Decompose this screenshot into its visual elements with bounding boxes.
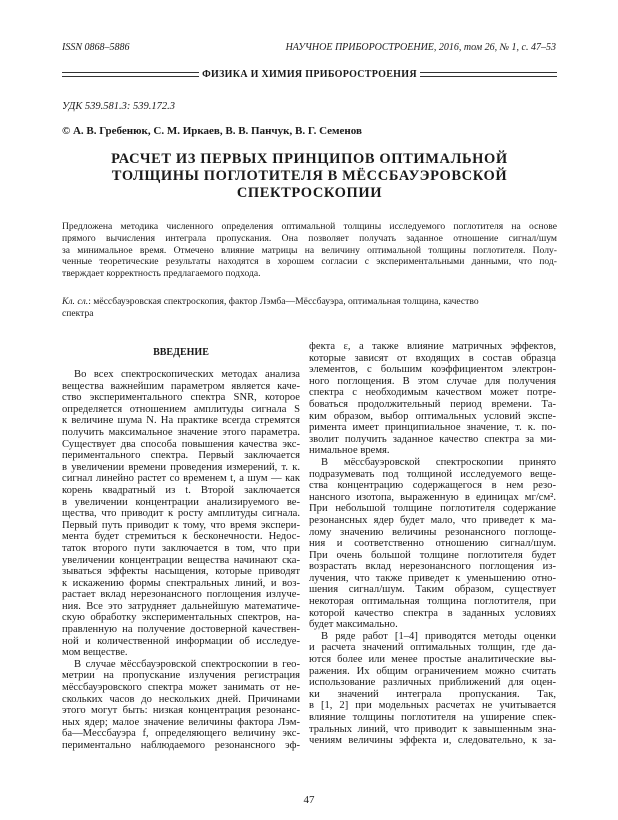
text-line: вещества важнейшим параметром является каче- xyxy=(62,380,300,392)
text-line: некоторая оптимальная толщина поглотителя, при xyxy=(309,596,556,608)
text-line: фекта ε, а также влияние матричных эффектов, xyxy=(309,341,556,352)
abstract xyxy=(62,221,557,280)
banner-rule-left xyxy=(62,72,199,77)
text-line: мента будет стремиться к бесконечности. Недос- xyxy=(62,531,300,543)
journal-reference: НАУЧНОЕ ПРИБОРОСТРОЕНИЕ, 2016, том 26, № 1, с. 47–53 xyxy=(285,42,556,53)
text-line: периментально наблюдаемого резонансного эф- xyxy=(62,740,300,751)
section-heading-intro: ВВЕДЕНИЕ xyxy=(153,347,209,358)
left-column xyxy=(62,369,300,752)
text-line: При очень большой толщине поглотителя будет xyxy=(309,549,556,561)
authors: © А. В. Гребенюк, С. М. Иркаев, В. В. Панчук, В. Г. Семенов xyxy=(62,125,362,137)
text-line: ния и соответственно отношению сигнал/шум. xyxy=(309,538,556,550)
page-number: 47 xyxy=(303,794,315,806)
text-line: В мёссбауэровской спектроскопии принято xyxy=(321,456,556,468)
text-line: ных ядер; малое значение величины фактора Лэм- xyxy=(62,716,300,728)
text-line: щества, что приводит к росту амплитуды сигнала. xyxy=(62,508,300,520)
text-line: ство экспериментального спектра SNR, которое xyxy=(62,392,300,404)
text-line: нансного изотопа, выраженную в единицах мг/см². xyxy=(309,491,556,503)
paragraph xyxy=(309,631,556,747)
keywords-label: Кл. сл. xyxy=(62,296,89,307)
abstract-line: прямого вычисления интеграла пропускания. Она позволяет получать заданное отношение сигнал/шум xyxy=(62,232,557,244)
text-line: увеличении концентрации вещества начинают ска- xyxy=(62,554,300,566)
text-line: этого могут быть: низкая концентрация резонанс- xyxy=(62,705,300,717)
text-line: Во всех спектроскопических методах анализа xyxy=(74,369,300,380)
udk-code: УДК 539.581.3: 539.172.3 xyxy=(62,101,176,112)
abstract-line: ченные теоретические результаты находятся в хорошем согласии с экспериментальными данными, что под- xyxy=(62,256,557,268)
article-title xyxy=(62,151,557,202)
paragraph xyxy=(309,457,556,631)
text-line: резонансных ядер будет мало, что приведет к ма- xyxy=(309,514,556,526)
text-line: ства концентрацию содержащегося в нем резо- xyxy=(309,480,556,492)
text-line: ния. Все это затрудняет дальнейшую математиче- xyxy=(62,600,300,612)
text-line: метрии на пропускание излучения регистрация xyxy=(62,670,300,682)
text-line: в увеличении времени проведения измерений, т. к. xyxy=(62,461,300,473)
title-line: РАСЧЕТ ИЗ ПЕРВЫХ ПРИНЦИПОВ ОПТИМАЛЬНОЙ xyxy=(111,151,508,167)
paragraph xyxy=(309,341,556,457)
text-line: спектра с необходимым качеством может потре- xyxy=(309,387,556,399)
text-line: зволит получить заданное качество спектра за ми- xyxy=(309,433,556,445)
text-line: которые зависят от входящих в состав образца xyxy=(309,352,556,364)
text-line: определяется отношением амплитуды сигнала S xyxy=(62,403,300,415)
abstract-line: Предложена методика численного определения оптимальной толщины исследуемого поглотителя на основе xyxy=(62,221,557,232)
text-line: мом веществе. xyxy=(62,647,128,659)
text-line: ким образом, выбор оптимальных условий экспе- xyxy=(309,410,556,422)
keywords xyxy=(62,296,557,320)
text-line: влияние толщины поглотителя на уширение спек- xyxy=(309,712,556,723)
text-line: к искажению формы спектральных линий, и воз- xyxy=(62,577,300,589)
text-line: чениям величины эффекта и, следовательно, к за- xyxy=(309,735,556,747)
keywords-text: спектра xyxy=(62,308,94,319)
text-line: которой качество спектра в заданных условиях xyxy=(309,607,556,619)
text-line: ба—Мессбауэра f, определяющего величину экс- xyxy=(62,728,300,740)
text-line: в увеличении концентрации анализируемого ве- xyxy=(62,496,300,508)
text-line: боваться продолжительный период времени. Та- xyxy=(309,398,556,410)
text-line: скольких часов до нескольких дней. Причинами xyxy=(62,693,300,705)
text-line: будет максимально. xyxy=(309,619,398,631)
text-line: римента имеет принципиальное значение, т. к. по- xyxy=(309,422,556,434)
text-line: правленную на получение достоверной качествен- xyxy=(62,624,300,636)
text-line: к величине шума N. На практике всегда стремятся xyxy=(62,415,300,427)
text-line: При небольшой толщине поглотителя содержание xyxy=(309,503,556,515)
text-line: получить максимальное значение этого параметра. xyxy=(62,426,300,438)
section-title: ФИЗИКА И ХИМИЯ ПРИБОРОСТРОЕНИЯ xyxy=(202,68,417,80)
text-line: скую обработку экспериментальных спектров, на- xyxy=(62,612,300,624)
section-banner xyxy=(62,67,557,81)
text-line: зываться эффекты насыщения, которые приводят xyxy=(62,566,300,578)
text-line: шения сигнал/шум. Таким образом, существует xyxy=(309,584,556,596)
text-line: корень квадратный из t. Второй заключается xyxy=(62,484,300,496)
text-line: в [1, 2] при модельных расчетах не учитывается xyxy=(309,700,556,712)
paragraph xyxy=(62,659,300,752)
banner-rule-right xyxy=(420,72,557,77)
text-line: возрастать вклад нерезонансного поглощения из- xyxy=(309,561,556,573)
text-line: тральных линий, что приводит к завышенным зна- xyxy=(309,723,556,735)
text-line: лучения, что также приведет к уменьшению отно- xyxy=(309,572,556,584)
text-line: ной и количественной информации об исследуе- xyxy=(62,635,300,647)
title-line: ТОЛЩИНЫ ПОГЛОТИТЕЛЯ В МЁССБАУЭРОВСКОЙ xyxy=(111,168,508,184)
text-line: ются более или менее простые аналитические вы- xyxy=(309,654,556,666)
text-line: таток второго пути заключается в том, что при xyxy=(62,542,300,554)
keywords-text: : мёссбауэровская спектроскопия, фактор Лэмба—Мёссбауэра, оптимальная толщина, качество xyxy=(88,296,479,307)
text-line: и расчета значений оптимальных толщин, где да- xyxy=(309,642,556,654)
issn: ISSN 0868–5886 xyxy=(62,42,130,53)
text-line: лому значению величины резонансного поглоще- xyxy=(309,526,556,538)
text-line: растает вклад нерезонансного поглощения излуче- xyxy=(62,589,300,601)
abstract-line: за минимальное время. Отмечено влияние матрицы на величину оптимальной толщины поглотителя. Полу- xyxy=(62,244,557,256)
text-line: периментального спектра. Первый заключается xyxy=(62,450,300,462)
text-line: Первый путь приводит к тому, что время экспери- xyxy=(62,519,300,531)
text-line: Существует два способа повышения качества экс- xyxy=(62,438,300,450)
text-line: мёссбауэровского спектра может занимать от не- xyxy=(62,682,300,694)
text-line: В ряде работ [1–4] приводятся методы оценки xyxy=(321,630,556,642)
text-line: ражения. Их общим ограничением можно считать xyxy=(309,665,556,677)
text-line: ки значений интеграла пропускания. Так, xyxy=(309,688,556,700)
right-column xyxy=(309,341,556,747)
paragraph xyxy=(62,369,300,659)
abstract-line: тверждает корректность предлагаемого подхода. xyxy=(62,268,261,280)
title-line: СПЕКТРОСКОПИИ xyxy=(236,185,383,201)
text-line: сигнал линейно растет со временем t, а шум — как xyxy=(62,473,300,485)
text-line: нимальное время. xyxy=(309,445,390,457)
text-line: элементов, с большим коэффициентом электрон- xyxy=(309,364,556,376)
text-line: ного поглощения. В этом случае для получения xyxy=(309,375,556,387)
text-line: использование различных приближений для оцен- xyxy=(309,677,556,689)
text-line: подразумевать под толщиной исследуемого веще- xyxy=(309,468,556,480)
text-line: В случае мёссбауэровской спектроскопии в гео- xyxy=(74,658,300,670)
